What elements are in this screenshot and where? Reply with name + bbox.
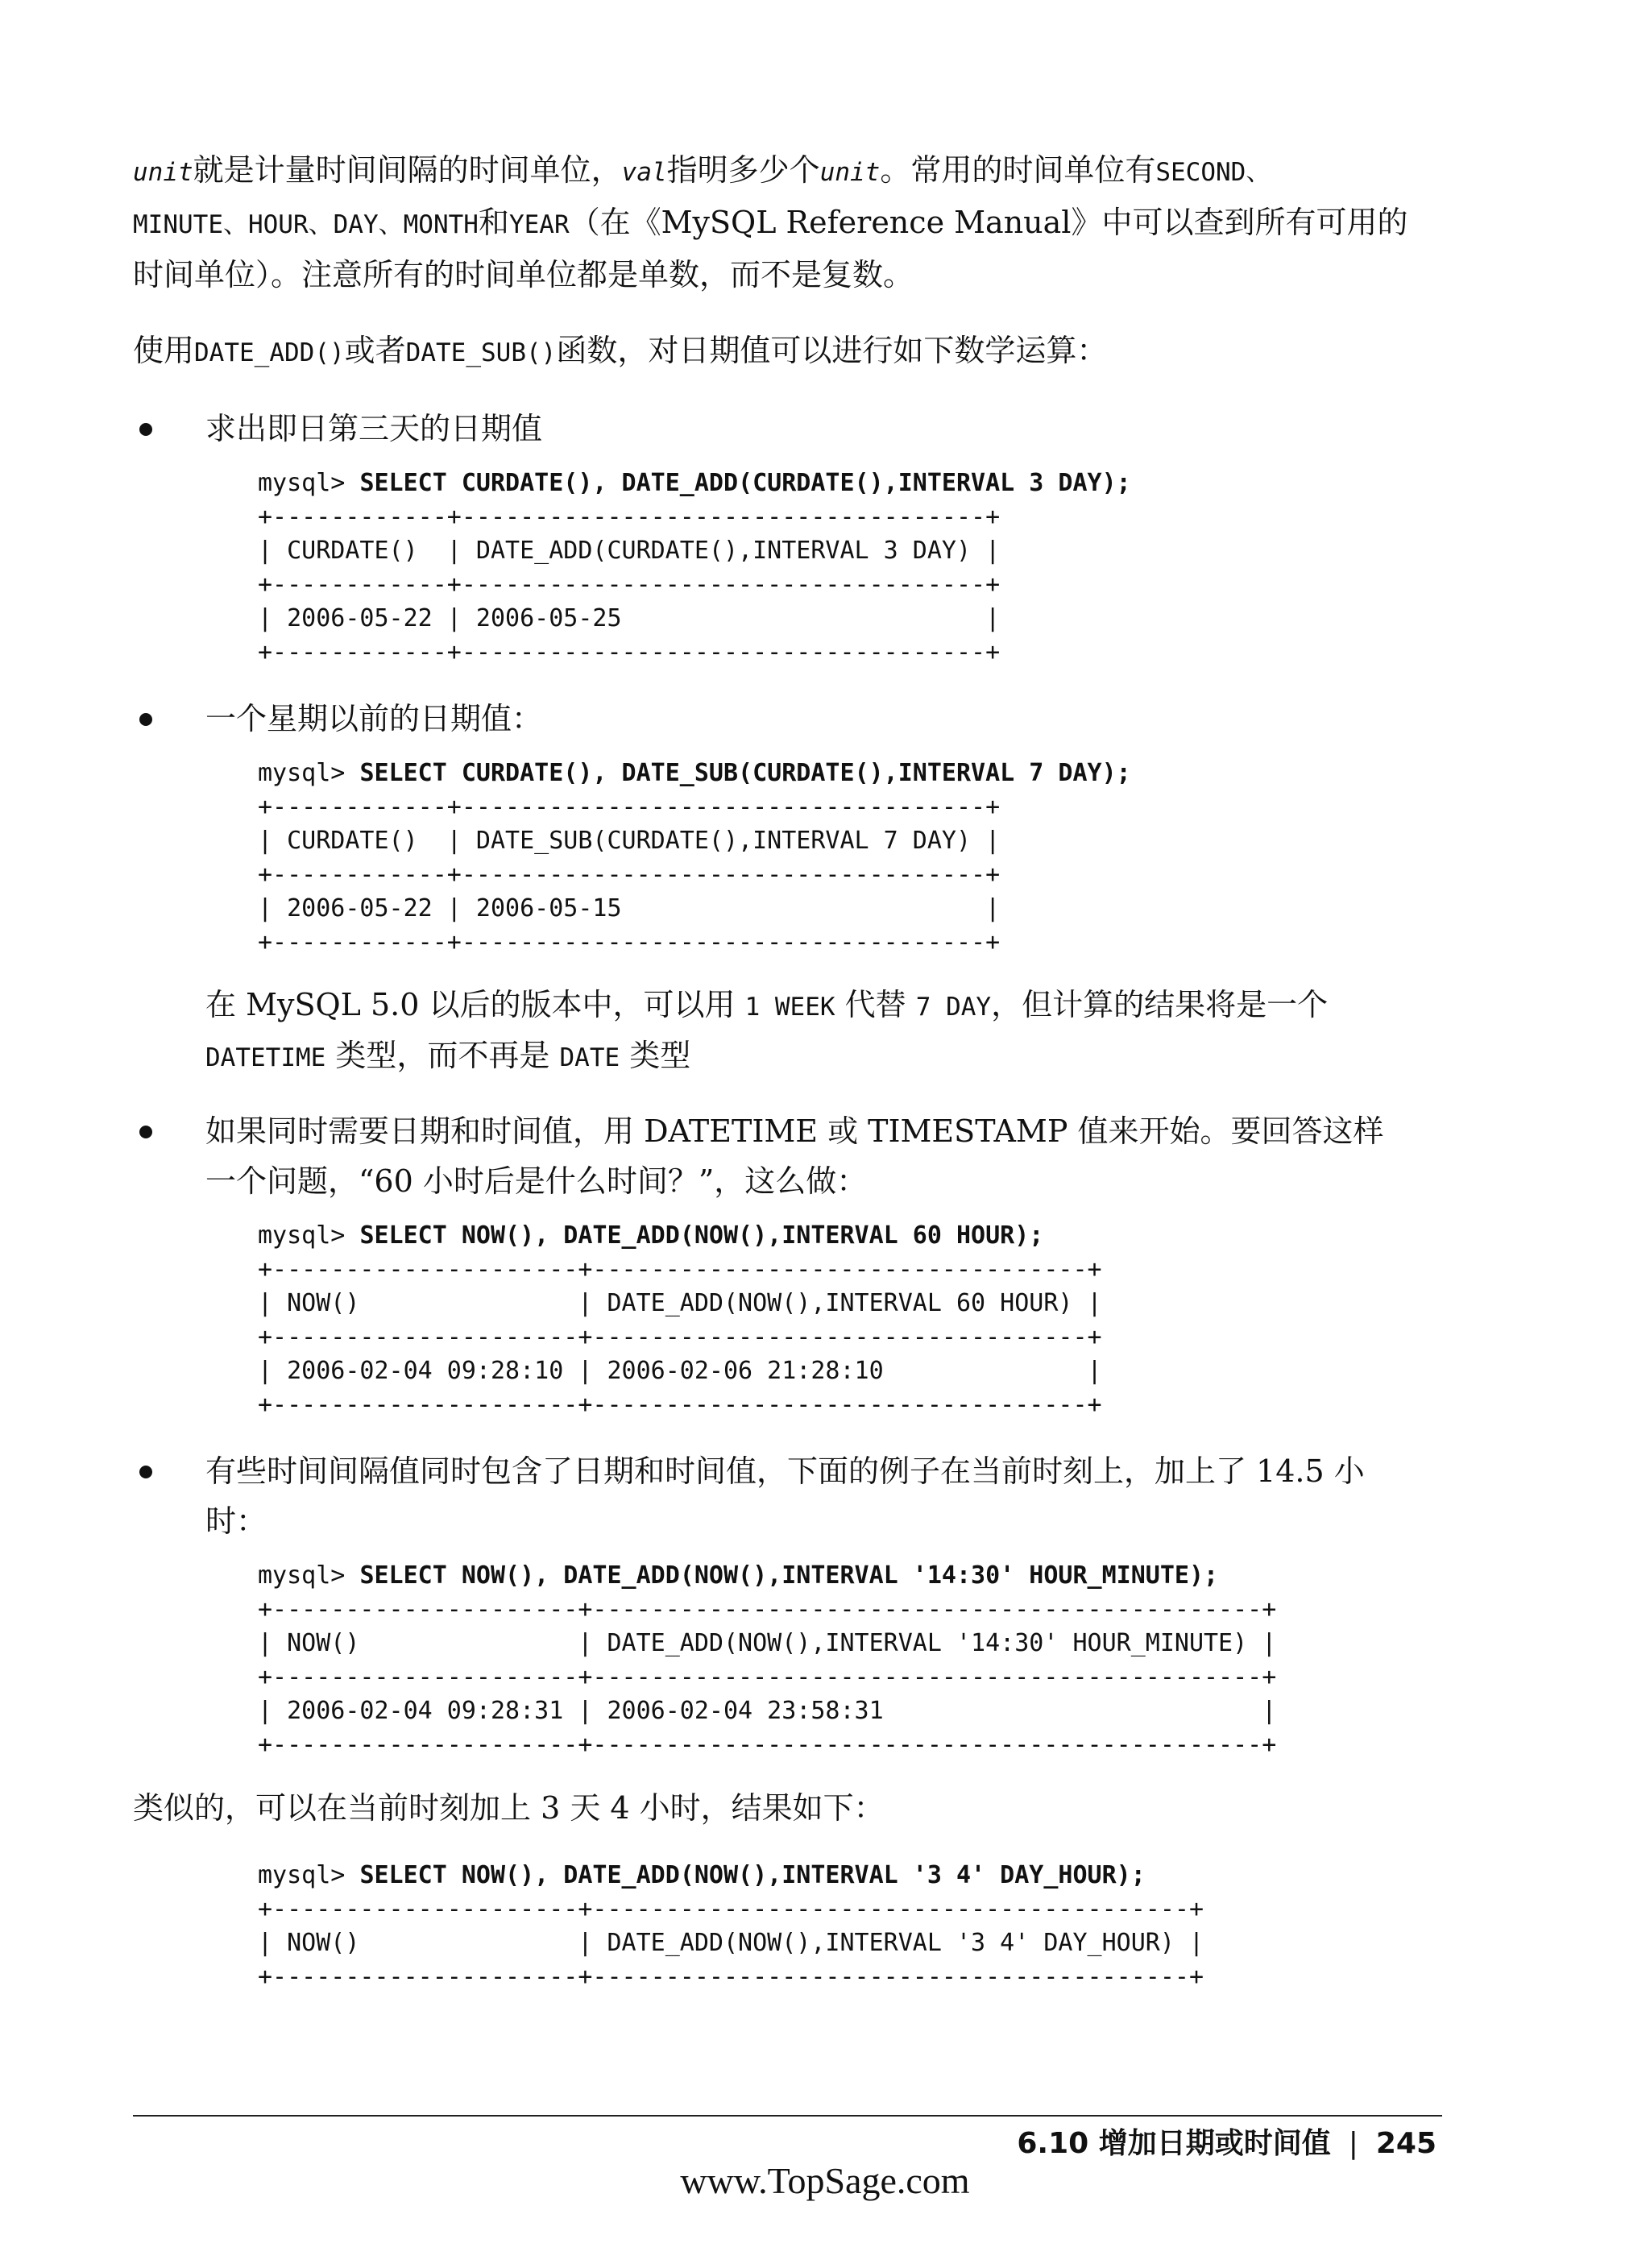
result-table: +---------------------+----------------------------------+ | NOW() | DATE_ADD(NOW(),INTERVAL 60 HOUR) | +---------------------+----------------------------------+ | 2006-02-04 09:28:10 | 2006-02-06 21:28:10 | +---------------------+----------------------------------+ <box>258 1255 1102 1419</box>
code-example <box>258 1859 1414 1994</box>
text: 。常用的时间单位有 <box>880 152 1156 188</box>
closing-paragraph: 类似的，可以在当前时刻加上 3 天 4 小时，结果如下： <box>133 1790 885 1826</box>
text: 指明多少个 <box>666 152 820 188</box>
code-unit: unit <box>133 158 193 187</box>
code-example <box>258 1559 1414 1762</box>
prompt: mysql> <box>258 1221 360 1250</box>
code-units: MINUTE、HOUR、DAY、MONTH <box>133 210 479 239</box>
sql-statement: SELECT CURDATE(), DATE_SUB(CURDATE(),INTERVAL 7 DAY); <box>359 759 1131 787</box>
sql-statement: SELECT NOW(), DATE_ADD(NOW(),INTERVAL '14:30' HOUR_MINUTE); <box>359 1561 1219 1590</box>
text: 使用 <box>133 333 195 368</box>
text: ，但计算的结果将是一个 <box>991 987 1329 1022</box>
sql-statement: SELECT NOW(), DATE_ADD(NOW(),INTERVAL '3 4' DAY_HOUR); <box>359 1861 1146 1889</box>
bullet-item: 如果同时需要日期和时间值，用 DATETIME 或 TIMESTAMP 值来开始。要回答这样一个问题，“60 小时后是什么时间？”，这么做： <box>133 1106 1414 1206</box>
code-date: DATE <box>559 1043 620 1072</box>
sql-command <box>258 1219 1414 1253</box>
code-datetime: DATETIME <box>205 1043 326 1072</box>
text: 函数，对日期值可以进行如下数学运算： <box>556 333 1108 368</box>
prompt: mysql> <box>258 469 360 497</box>
sql-statement: SELECT NOW(), DATE_ADD(NOW(),INTERVAL 60 HOUR); <box>359 1221 1044 1250</box>
text: 就是计量时间间隔的时间单位， <box>193 152 622 188</box>
code-week: 1 WEEK <box>744 993 835 1022</box>
page-content <box>133 145 1414 2015</box>
code-example <box>258 757 1414 960</box>
text: 类型，而不再是 <box>335 1038 550 1073</box>
code-date-sub: DATE_SUB() <box>405 338 557 367</box>
code-example <box>258 1219 1414 1422</box>
footer-separator: | <box>1348 2127 1358 2160</box>
website-watermark: www.TopSage.com <box>680 2160 970 2201</box>
text: 或者 <box>344 333 406 368</box>
code-year: YEAR <box>508 210 570 239</box>
code-unit: unit <box>819 158 881 187</box>
version-note <box>205 981 1414 1082</box>
bullet-item: 一个星期以前的日期值： <box>133 694 1414 744</box>
result-table: +------------+------------------------------------+ | CURDATE() | DATE_ADD(CURDATE(),INTERVAL 3 DAY) | +------------+------------------------------------+ | 2006-05-22 | 2006-05-25 | +------------+------------------------------------+ <box>258 503 1001 666</box>
section-title: 6.10 增加日期或时间值 <box>1017 2127 1331 2160</box>
code-day: 7 DAY <box>915 993 992 1022</box>
intro-paragraph-2 <box>133 325 1414 378</box>
code-example <box>258 466 1414 670</box>
code-val: val <box>621 158 667 187</box>
sql-command <box>258 757 1414 790</box>
text: （在《MySQL Reference Manual》中可以查到所有可用的时间单位）。注意所有的时间单位都是单数，而不是复数。 <box>133 205 1408 292</box>
sql-command <box>258 466 1414 500</box>
sql-statement: SELECT CURDATE(), DATE_ADD(CURDATE(),INTERVAL 3 DAY); <box>359 469 1131 497</box>
result-table: +------------+------------------------------------+ | CURDATE() | DATE_SUB(CURDATE(),INTERVAL 7 DAY) | +------------+------------------------------------+ | 2006-05-22 | 2006-05-15 | +------------+------------------------------------+ <box>258 793 1001 956</box>
footer-divider <box>133 2115 1442 2117</box>
prompt: mysql> <box>258 1561 360 1590</box>
bullet-item: 有些时间间隔值同时包含了日期和时间值，下面的例子在当前时刻上，加上了 14.5 小时： <box>133 1446 1414 1546</box>
text: 代替 <box>844 987 906 1022</box>
running-footer <box>1017 2121 1436 2162</box>
result-table: +---------------------+-----------------------------------------+ | NOW() | DATE_ADD(NOW(),INTERVAL '3 4' DAY_HOUR) | +---------------------+-----------------------------------------+ <box>258 1895 1204 1991</box>
prompt: mysql> <box>258 1861 360 1889</box>
sql-command <box>258 1859 1414 1893</box>
intro-paragraph-1 <box>133 145 1414 300</box>
prompt: mysql> <box>258 759 360 787</box>
code-second: SECOND、 <box>1155 158 1271 187</box>
text: 和 <box>478 205 509 240</box>
sql-command <box>258 1559 1414 1593</box>
page-number: 245 <box>1375 2127 1436 2160</box>
bullet-item: 求出即日第三天的日期值 <box>133 404 1414 454</box>
text: 在 MySQL 5.0 以后的版本中，可以用 <box>205 987 736 1022</box>
text: 类型 <box>629 1038 691 1073</box>
code-date-add: DATE_ADD() <box>194 338 345 367</box>
result-table: +---------------------+----------------------------------------------+ | NOW() | DATE_ADD(NOW(),INTERVAL '14:30' HOUR_MINUTE) | +---------------------+----------------------------------------------+ | 2006-02-04 09:28:31 | 2006-02-04 23:58:31 | +---------------------+----------------------------------------------+ <box>258 1595 1277 1759</box>
